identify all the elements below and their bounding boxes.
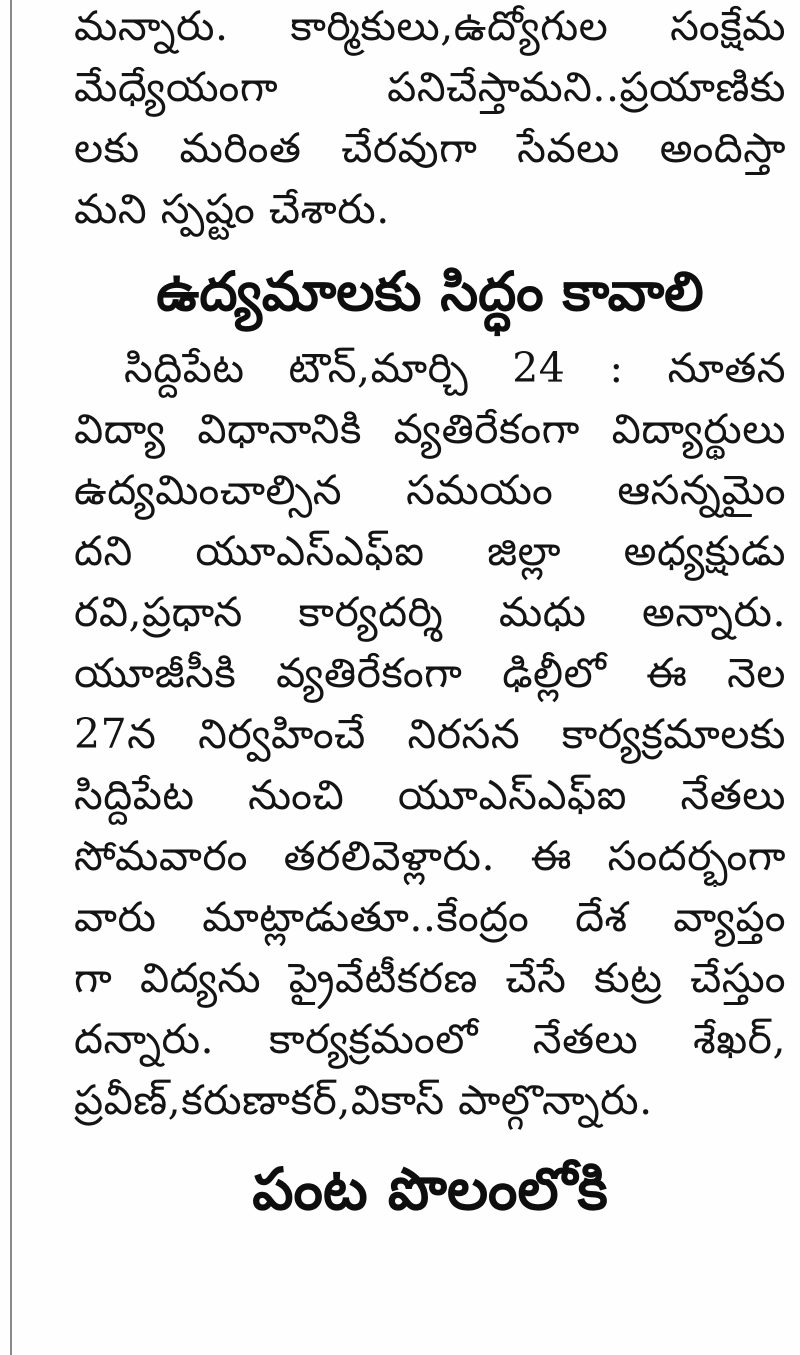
article-line: మని స్పష్టం చేశారు. — [74, 185, 390, 233]
previous-article-tail — [74, 0, 786, 240]
article-line: గా విద్యను ప్రైవేటీకరణ చేసే కుట్ర చేస్తుం — [74, 954, 786, 1002]
article-line: దని యూఎస్ఎఫ్ఐ జిల్లా అధ్యక్షుడు — [74, 527, 786, 575]
text-column — [74, 0, 786, 1239]
article-line: దన్నారు. కార్యక్రమంలో నేతలు శేఖర్, — [74, 1015, 786, 1063]
article-line: ప్రవీణ్,కరుణాకర్,వికాస్ పాల్గొన్నారు. — [74, 1076, 653, 1124]
article-line: మన్నారు. కార్మికులు,ఉద్యోగుల సంక్షేమ — [74, 2, 786, 50]
article-line: సిద్దిపేట నుంచి యూఎస్ఎఫ్ఐ నేతలు — [74, 771, 786, 819]
article-body — [74, 338, 786, 1131]
article-line: విద్యా విధానానికి వ్యతిరేకంగా విద్యార్థులు — [74, 405, 786, 453]
next-article-headline: పంట పొలంలోకి — [252, 1155, 608, 1223]
article-line: రవి,ప్రధాన కార్యదర్శి మధు అన్నారు. — [74, 588, 786, 636]
column-divider — [10, 0, 12, 1355]
article-line: వారు మాట్లాడుతూ..కేంద్రం దేశ వ్యాప్తం — [74, 893, 786, 941]
article-line: ఉద్యమించాల్సిన సమయం ఆసన్నమైం — [74, 466, 786, 514]
article-dateline: సిద్దిపేట టౌన్,మార్చి 24 : నూతన — [124, 344, 786, 392]
article-line: యూజీసీకి వ్యతిరేకంగా ఢిల్లీలో ఈ నెల — [74, 649, 786, 697]
article-headline: ఉద్యమాలకు సిద్ధం కావాలి — [156, 260, 704, 323]
article-line: 27న నిర్వహించే నిరసన కార్యక్రమాలకు — [74, 710, 786, 758]
article-line: లకు మరింత చేరవుగా సేవలు అందిస్తా — [74, 124, 786, 172]
article-line: సోమవారం తరలివెళ్లారు. ఈ సందర్భంగా — [74, 832, 786, 880]
article-line: మేధ్యేయంగా పనిచేస్తామని..ప్రయాణికు — [74, 63, 786, 111]
